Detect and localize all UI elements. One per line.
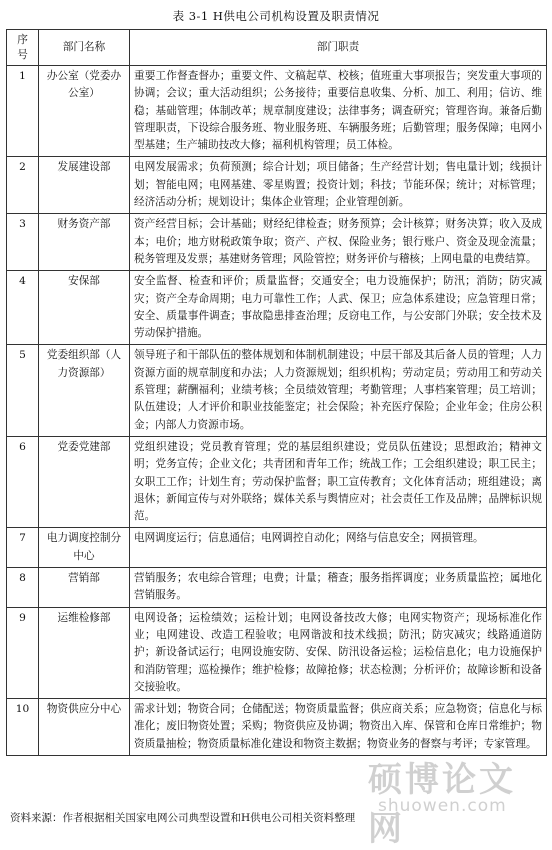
header-no: 序号 <box>7 30 39 66</box>
table-row <box>7 66 547 157</box>
department-duties: 营销服务；农电综合管理；电费；计量；稽查；服务指挥调度；业务质量监控；属地化营销服务。 <box>130 568 547 608</box>
header-dept: 部门名称 <box>39 30 130 66</box>
department-name: 物资供应分中心 <box>39 699 130 756</box>
row-number: 1 <box>7 66 39 157</box>
department-name: 办公室（党委办公室） <box>39 66 130 157</box>
row-number: 4 <box>7 271 39 345</box>
department-duties: 电网设备；运检绩效；运检计划；电网设备技改大修；电网实物资产；现场标准化作业；电网建设、改造工程验收；电网谐波和技术线损；防汛；防灾减灾；线路通道防护；新设备试运行；电网设施安防、安保、防汛设备运检；运检信息化；电力设施保护和消防管理；巡检操作；维护检修；故障抢修；状态检测；分析评价；故障诊断和设备交接验收。 <box>130 607 547 698</box>
department-duties: 党组织建设；党员教育管理；党的基层组织建设；党员队伍建设；思想政治；精神文明；党务宣传；企业文化；共青团和青年工作；统战工作；工会组织建设；职工民主；女职工工作；计划生育；劳动保护监督；职工宣传教育；文化体育活动；班组建设；离退休；新闻宣传与对外联络；媒体关系与舆情应对；社会责任工作及品牌；品牌标识规范。 <box>130 436 547 527</box>
table-header-row <box>7 30 547 66</box>
table-row <box>7 271 547 345</box>
table-row <box>7 699 547 756</box>
organization-table <box>6 29 547 756</box>
department-name: 财务资产部 <box>39 214 130 271</box>
table-row <box>7 214 547 271</box>
department-duties: 电网发展需求；负荷预测；综合计划；项目储备；生产经营计划；售电量计划；线损计划；智能电网；电网基建、零星购置；投资计划；科技；节能环保；统计；对标管理；经济活动分析；规划设计；集体企业管理；企业管理创新。 <box>130 157 547 214</box>
table-row <box>7 157 547 214</box>
table-row <box>7 436 547 527</box>
row-number: 9 <box>7 607 39 698</box>
department-duties: 电网调度运行；信息通信；电网调控自动化；网络与信息安全；网损管理。 <box>130 528 547 568</box>
row-number: 5 <box>7 345 39 436</box>
row-number: 6 <box>7 436 39 527</box>
row-number: 8 <box>7 568 39 608</box>
department-name: 党委组织部（人力资源部） <box>39 345 130 436</box>
header-duty: 部门职责 <box>130 30 547 66</box>
row-number: 2 <box>7 157 39 214</box>
row-number: 7 <box>7 528 39 568</box>
department-duties: 领导班子和干部队伍的整体规划和体制机制建设；中层干部及其后备人员的管理；人力资源方面的规章制度和办法；人力资源规划；组织机构；劳动定员；劳动用工和劳动关系管理；薪酬福利；业绩考核；全员绩效管理；考勤管理；人事档案管理；员工培训；队伍建设；人才评价和职业技能鉴定；社会保险；补充医疗保险；企业年金；住房公积金；内部人力资源市场。 <box>130 345 547 436</box>
table-row <box>7 528 547 568</box>
table-caption: 表 3-1 H供电公司机构设置及职责情况 <box>172 9 380 23</box>
table-row <box>7 568 547 608</box>
table-row <box>7 607 547 698</box>
department-name: 安保部 <box>39 271 130 345</box>
department-duties: 重要工作督查督办；重要文件、文稿起草、校核；值班重大事项报告；突发重大事项的协调；会议；重大活动组织；公务接待；重要信息收集、分析、加工、利用；信访、维稳；基础管理；体制改革；规章制度建设；法律事务；调查研究；管理咨询。兼备后勤管理职责，下设综合服务班、物业服务班、车辆服务班；后勤管理；服务保障；电网小型基建；生产辅助技改大修；福利机构管理；员工体检。 <box>130 66 547 157</box>
department-duties: 需求计划；物资合同；仓储配送；物资质量监督；供应商关系；应急物资；信息化与标准化；废旧物资处置；采购；物资供应及协调；物资出入库、保管和仓库日常维护；物资质量抽检；物资质量标准化建设和物资主数据；物资业务的督察与考评；专家管理。 <box>130 699 547 756</box>
table-row <box>7 345 547 436</box>
department-duties: 资产经营目标；会计基础；财经纪律检查；财务预算；会计核算；财务决算；收入及成本；电价；地方财税政策争取；资产、产权、保险业务；银行账户、资金及现金流量；税务管理及发票；基建财务管理；风险管控；财务评价与稽核；上网电量的电费结算。 <box>130 214 547 271</box>
department-name: 电力调度控制分中心 <box>39 528 130 568</box>
department-name: 运维检修部 <box>39 607 130 698</box>
department-name: 营销部 <box>39 568 130 608</box>
watermark-url: shuowen.com <box>378 796 507 816</box>
watermark <box>368 752 548 849</box>
watermark-text: 硕博论文网 <box>368 760 516 849</box>
department-name: 发展建设部 <box>39 157 130 214</box>
source-note: 资料来源：作者根据相关国家电网公司典型设置和H供电公司相关资料整理 <box>10 812 356 824</box>
department-name: 党委党建部 <box>39 436 130 527</box>
row-number: 3 <box>7 214 39 271</box>
department-duties: 安全监督、检查和评价；质量监督；交通安全；电力设施保护；防汛；消防；防灾减灾；资产全寿命周期；电力可靠性工作；人武、保卫；应急体系建设；应急管理日常；安全、质量事件调查；事故隐患排查治理；反窃电工作，与公安部门外联；安全技术及劳动保护措施。 <box>130 271 547 345</box>
row-number: 10 <box>7 699 39 756</box>
